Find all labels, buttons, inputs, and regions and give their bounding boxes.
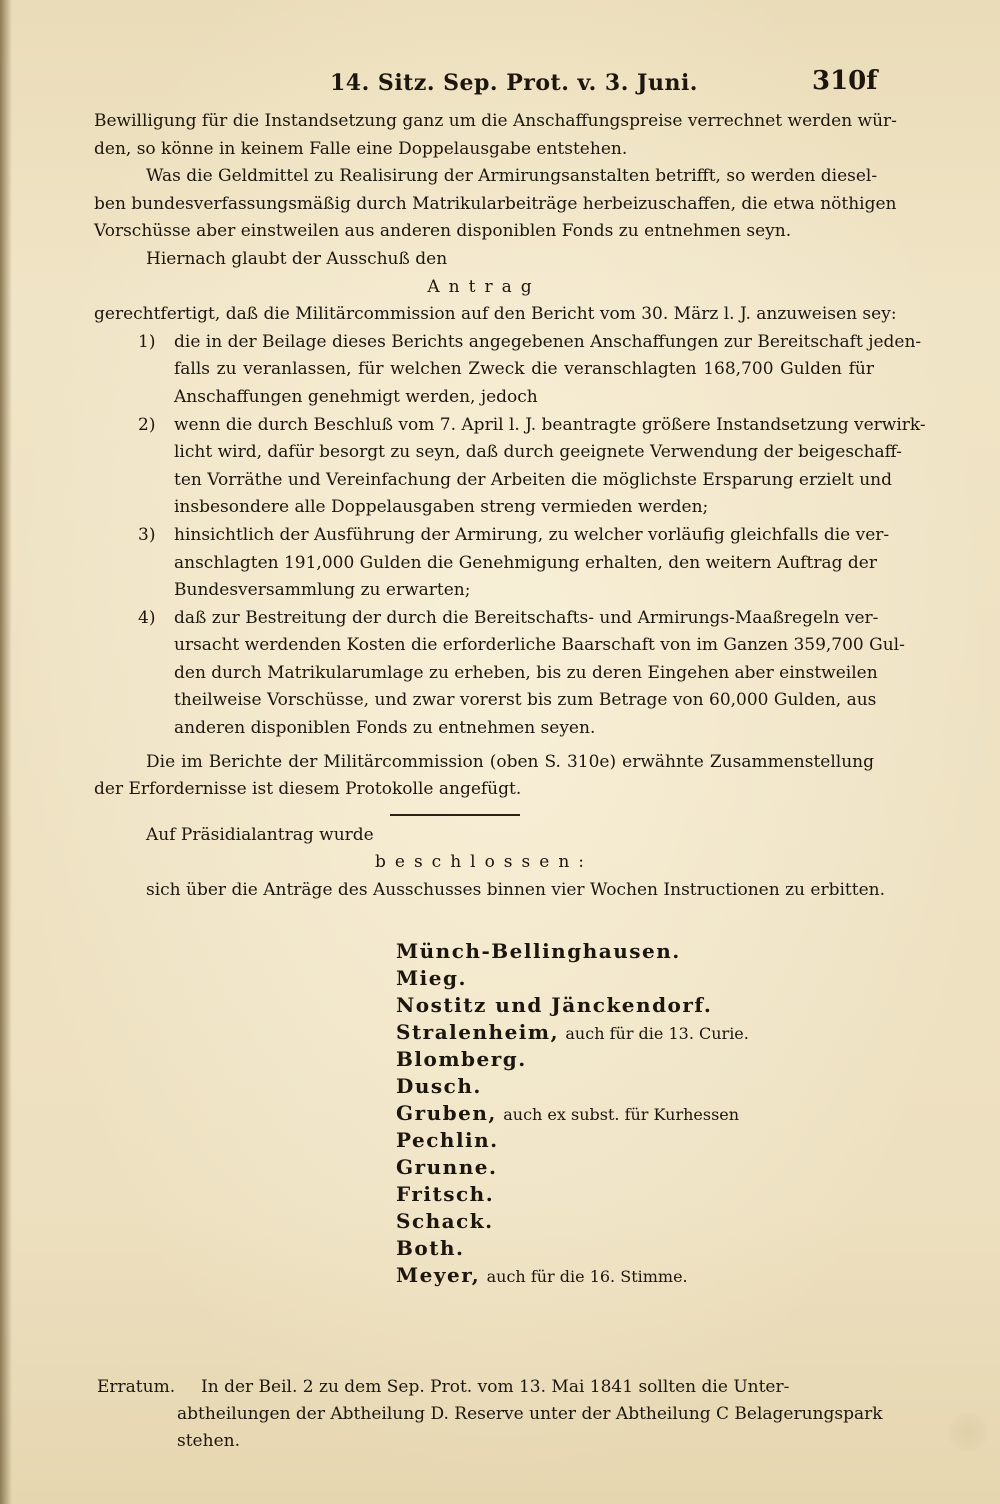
erratum-note — [97, 1374, 883, 1455]
signature-line — [396, 1100, 749, 1127]
page-number: 310f — [812, 66, 878, 96]
signatory-name: Fritsch. — [396, 1182, 495, 1206]
text-line: licht wird, dafür besorgt zu seyn, daß durch geeignete Verwendung der beigeschaff- — [174, 442, 902, 463]
paragraph-4: gerechtfertigt, daß die Militärcommission auf den Bericht vom 30. März l. J. anzuweisen sey: — [94, 304, 897, 325]
signatory-name: Blomberg. — [396, 1047, 527, 1071]
paragraph-5 — [94, 749, 874, 804]
text-line: hinsichtlich der Ausführung der Armirung, zu welcher vorläufig gleichfalls die ver- — [174, 524, 890, 545]
text-line: Bundesversammlung zu erwarten; — [174, 580, 471, 601]
signature-line — [396, 1046, 749, 1073]
signatory-name: Stralenheim, — [396, 1020, 560, 1044]
text-line: insbesondere alle Doppelausgaben streng vermieden werden; — [174, 497, 709, 518]
signatory-name: Mieg. — [396, 966, 467, 990]
signatory-name: Schack. — [396, 1209, 494, 1233]
text-line: Vorschüsse aber einstweilen aus anderen disponiblen Fonds zu entnehmen seyn. — [94, 221, 792, 242]
paragraph-2 — [94, 163, 897, 246]
signatory-name: Pechlin. — [396, 1128, 499, 1152]
text-line: die in der Beilage dieses Berichts angegebenen Anschaffungen zur Bereitschaft jeden- — [174, 331, 922, 352]
document-body — [94, 108, 926, 905]
signatory-name: Gruben, — [396, 1101, 497, 1125]
signatory-name: Meyer, — [396, 1263, 481, 1287]
divider-rule — [390, 814, 520, 816]
erratum-line: stehen. — [177, 1431, 240, 1451]
text-line: ursacht werdenden Kosten die erforderliche Baarschaft von im Ganzen 359,700 Gul- — [174, 635, 905, 656]
signatory-name: Dusch. — [396, 1074, 482, 1098]
text-line: Die im Berichte der Militärcommission (oben S. 310e) erwähnte Zusammenstellung — [146, 751, 874, 772]
list-item-3 — [94, 522, 890, 605]
list-item-2 — [94, 412, 926, 522]
signatory-name: Münch-Bellinghausen. — [396, 939, 681, 963]
text-line: theilweise Vorschüsse, und zwar vorerst bis zum Betrage von 60,000 Gulden, aus — [174, 690, 877, 711]
text-line: anderen disponiblen Fonds zu entnehmen seyen. — [174, 718, 596, 739]
signature-line — [396, 1127, 749, 1154]
text-line: wenn die durch Beschluß vom 7. April l. J. beantragte größere Instandsetzung verwirk- — [174, 414, 926, 435]
paragraph-6: Auf Präsidialantrag wurde — [146, 824, 374, 845]
signatory-note: auch ex subst. für Kurhessen — [503, 1105, 740, 1124]
text-line: daß zur Bestreitung der durch die Bereitschafts- und Armirungs-Maaßregeln ver- — [174, 607, 879, 628]
erratum-label: Erratum. — [97, 1377, 176, 1397]
paragraph-7: sich über die Anträge des Ausschusses binnen vier Wochen Instructionen zu erbitten. — [146, 880, 885, 901]
list-item-1 — [94, 329, 922, 412]
text-line: ten Vorräthe und Vereinfachung der Arbeiten die möglichste Ersparung erzielt und — [174, 469, 893, 490]
erratum-text: In der Beil. 2 zu dem Sep. Prot. vom 13. Mai 1841 sollten die Unter- — [201, 1377, 790, 1397]
running-head: 14. Sitz. Sep. Prot. v. 3. Juni. — [330, 70, 698, 96]
text-line: der Erfordernisse ist diesem Protokolle angefügt. — [94, 779, 522, 800]
erratum-line — [97, 1374, 867, 1401]
beschlossen-heading: beschlossen: — [375, 852, 593, 873]
erratum-line: abtheilungen der Abtheilung D. Reserve unter der Abtheilung C Belagerungspark — [177, 1404, 883, 1424]
list-item-number: 1) — [138, 331, 156, 352]
signature-list — [396, 938, 749, 1289]
signature-line — [396, 1019, 749, 1046]
signature-line — [396, 992, 749, 1019]
signature-line — [396, 1073, 749, 1100]
paragraph-3: Hiernach glaubt der Ausschuß den — [146, 248, 448, 269]
list-item-number: 4) — [138, 607, 156, 628]
antrag-heading: Antrag — [427, 276, 541, 297]
list-item-number: 2) — [138, 414, 156, 435]
signature-line — [396, 1181, 749, 1208]
signature-line — [396, 1208, 749, 1235]
signatory-note: auch für die 16. Stimme. — [486, 1267, 688, 1286]
signatory-name: Grunne. — [396, 1155, 498, 1179]
page-edge-shadow — [0, 0, 12, 1504]
paper-stain — [948, 1412, 988, 1452]
text-line: Bewilligung für die Instandsetzung ganz um die Anschaffungspreise verrechnet werden wür- — [94, 111, 897, 131]
signature-line — [396, 1235, 749, 1262]
signatory-name: Both. — [396, 1236, 465, 1260]
signatory-name: Nostitz und Jänckendorf. — [396, 993, 713, 1017]
signature-line — [396, 938, 749, 965]
text-line: ben bundesverfassungsmäßig durch Matrikularbeiträge herbeizuschaffen, die etwa nöthigen — [94, 193, 897, 214]
list-item-4 — [94, 605, 905, 743]
text-line: Was die Geldmittel zu Realisirung der Armirungsanstalten betrifft, so werden diesel- — [146, 166, 878, 187]
page-header — [0, 64, 1000, 104]
text-line: Anschaffungen genehmigt werden, jedoch — [174, 386, 538, 407]
text-line: den, so könne in keinem Falle eine Doppelausgabe entstehen. — [94, 138, 628, 159]
text-line: anschlagten 191,000 Gulden die Genehmigung erhalten, den weitern Auftrag der — [174, 552, 877, 573]
signatory-note: auch für die 13. Curie. — [565, 1024, 749, 1043]
signature-line — [396, 1154, 749, 1181]
text-line: falls zu veranlassen, für welchen Zweck die veranschlagten 168,700 Gulden für — [174, 359, 874, 380]
paragraph-1 — [94, 108, 897, 163]
signature-line — [396, 1262, 749, 1289]
list-item-number: 3) — [138, 524, 156, 545]
signature-line — [396, 965, 749, 992]
text-line: den durch Matrikularumlage zu erheben, bis zu deren Eingehen aber einstweilen — [174, 662, 878, 683]
